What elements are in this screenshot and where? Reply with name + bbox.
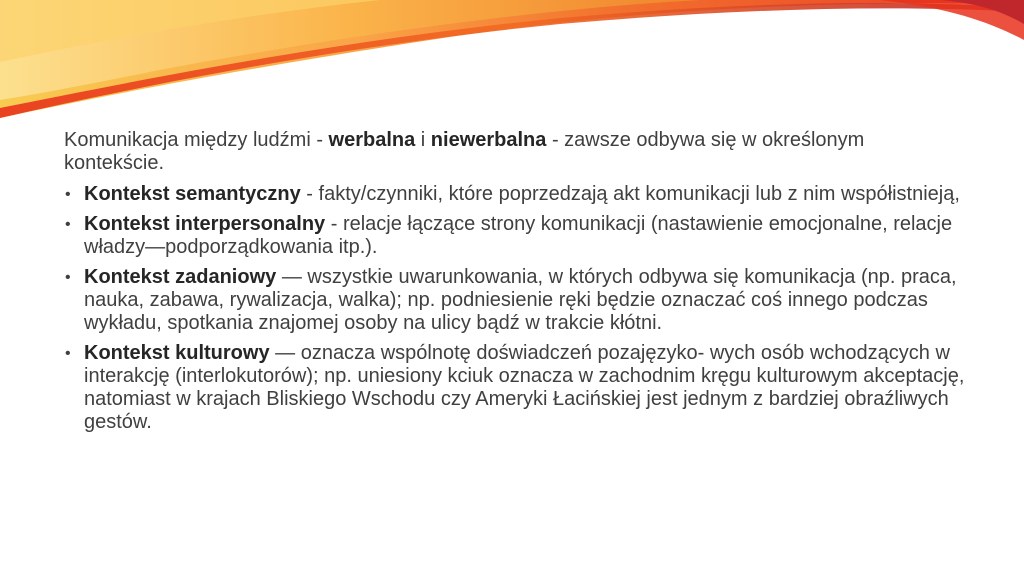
bullet-term: Kontekst semantyczny <box>84 183 301 205</box>
intro-bold-niewerbalna: niewerbalna <box>430 129 547 151</box>
intro-bold-werbalna: werbalna <box>328 129 416 151</box>
bullet-dot-icon: • <box>65 269 71 286</box>
intro-text: Komunikacja między ludźmi - <box>64 129 329 151</box>
slide-body <box>64 129 969 441</box>
bullet-term: Kontekst kulturowy <box>84 342 270 364</box>
intro-paragraph <box>64 129 969 175</box>
bullet-dot-icon: • <box>65 186 71 203</box>
bullet-text: — oznacza wspólnotę doświadczeń pozajęzyko- wych osób wchodzących w interakcję (interlokutorów); np. uniesiony kciuk oznacza w zachodnim kręgu kulturowym akceptację, natomiast w krajach Bliskiego Wschodu czy Ameryki Łacińskiej jest jednym z bardziej obraźliwych gestów. <box>84 342 965 433</box>
bullet-task-context <box>64 266 969 335</box>
intro-text: i <box>415 129 431 151</box>
bullet-dot-icon: • <box>65 345 71 362</box>
intro-text: - zawsze odbywa się w określonym kontekście. <box>64 129 865 174</box>
bullet-semantic-context <box>64 183 969 206</box>
bullet-text: - relacje łączące strony komunikacji (nastawienie emocjonalne, relacje władzy—podporządkowania itp.). <box>84 213 953 258</box>
bullet-dot-icon: • <box>65 216 71 233</box>
context-bullet-list <box>64 183 969 434</box>
bullet-interpersonal-context <box>64 213 969 259</box>
bullet-text: - fakty/czynniki, które poprzedzają akt komunikacji lub z nim współistnieją, <box>300 183 960 205</box>
bullet-text: — wszystkie uwarunkowania, w których odbywa się komunikacja (np. praca, nauka, zabawa, rywalizacja, walka); np. podniesienie ręki będzie oznaczać coś innego podczas wykładu, spotkania znajomej osoby na ulicy bądź w trakcie kłótni. <box>84 266 957 334</box>
bullet-term: Kontekst interpersonalny <box>84 213 326 235</box>
decorative-swoosh-banner <box>0 0 1024 130</box>
bullet-cultural-context <box>64 342 969 434</box>
bullet-term: Kontekst zadaniowy <box>84 266 277 288</box>
